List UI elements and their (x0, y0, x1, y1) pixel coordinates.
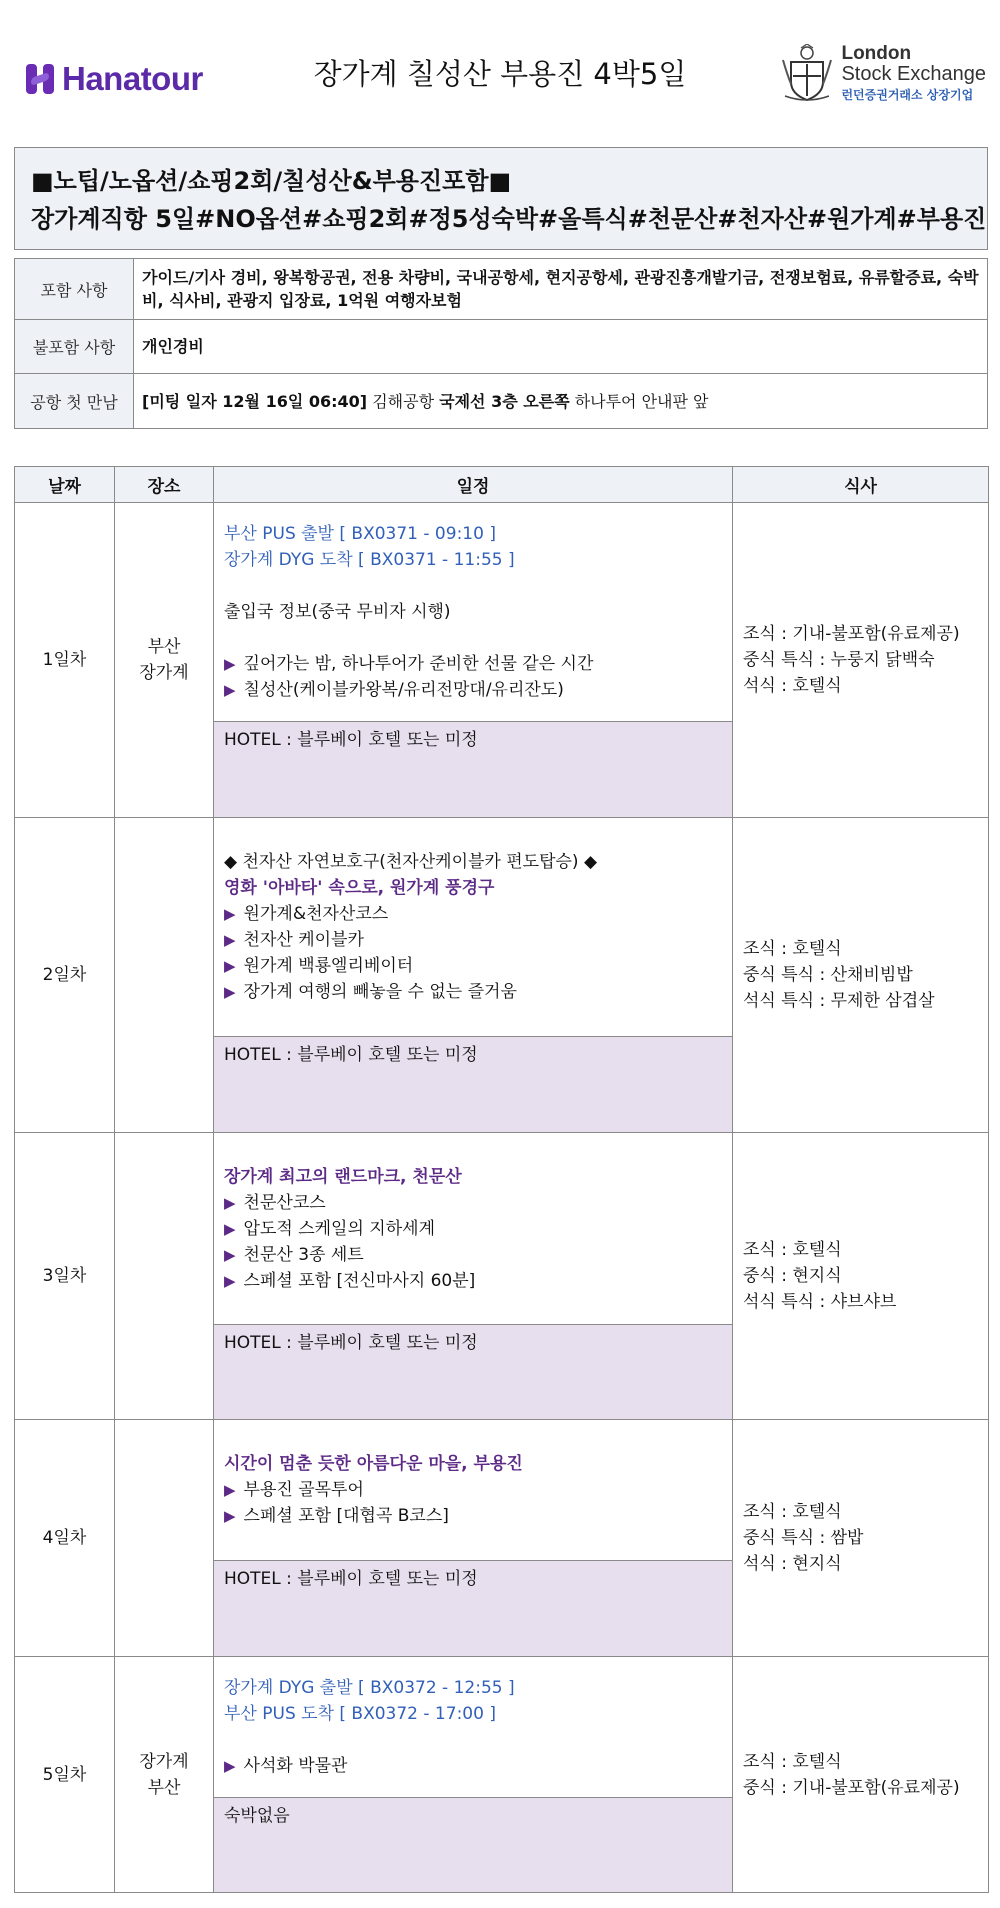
itinerary-item: ▶ 천문산코스 (224, 1192, 326, 1213)
day-itinerary (214, 1657, 733, 1893)
included-label: 포함 사항 (15, 259, 134, 320)
entry-info: 출입국 정보(중국 무비자 시행) (224, 602, 451, 622)
itinerary-heading-highlight: 장가계 최고의 랜드마크, 천문산 (224, 1166, 462, 1187)
hotel-info: HOTEL : 블루베이 호텔 또는 미정 (214, 722, 732, 817)
day-meals (733, 503, 989, 818)
day-label: 4일차 (15, 1420, 115, 1657)
meal-line: 석식 : 호텔식 (743, 676, 842, 696)
itinerary-item: ▶ 원가계 백룡엘리베이터 (224, 956, 414, 976)
meeting-label: 공항 첫 만남 (15, 374, 134, 429)
day-place (115, 503, 214, 818)
excluded-label: 불포함 사항 (15, 320, 134, 374)
day-place (115, 1133, 214, 1420)
schedule-table (14, 466, 989, 1893)
meal-line: 중식 특식 : 산채비빔밥 (743, 965, 913, 985)
triangle-bullet-icon: ▶ (224, 1245, 236, 1264)
itinerary-item: ▶ 부용진 골목투어 (224, 1480, 364, 1500)
itinerary-item: ▶ 압도적 스케일의 지하세계 (224, 1218, 435, 1239)
header-place: 장소 (115, 467, 214, 503)
itinerary-heading-highlight: 영화 '아바타' 속으로, 원가계 풍경구 (224, 878, 495, 898)
included-value: 가이드/기사 경비, 왕복항공권, 전용 차량비, 국내공항세, 현지공항세, 관광진흥개발기금, 전쟁보험료, 유류할증료, 숙박비, 식사비, 관광지 입장료, 1억원 여행자보험 (134, 259, 988, 320)
triangle-bullet-icon: ▶ (224, 931, 236, 949)
page-title: 장가계 칠성산 부용진 4박5일 (313, 57, 687, 91)
hotel-info: HOTEL : 블루베이 호텔 또는 미정 (214, 1037, 732, 1132)
triangle-bullet-icon: ▶ (224, 1193, 236, 1212)
lse-name-line2: Stock Exchange (841, 62, 986, 85)
lse-crest-icon (781, 44, 833, 102)
day-label: 5일차 (15, 1657, 115, 1893)
table-row (15, 818, 989, 1133)
table-row (15, 1133, 989, 1420)
place-line: 장가계 (139, 1751, 189, 1772)
excluded-value: 개인경비 (134, 320, 988, 374)
meal-line: 중식 : 기내-불포함(유료제공) (743, 1777, 960, 1798)
page-header (0, 0, 1000, 140)
hotel-info: HOTEL : 블루베이 호텔 또는 미정 (214, 1325, 732, 1419)
itinerary-item: ▶ 사석화 박물관 (224, 1756, 348, 1776)
header-itinerary: 일정 (214, 467, 733, 503)
flight-line: 부산 PUS 출발 [ BX0371 - 09:10 ] (224, 524, 496, 544)
hanatour-logo-text: Hanatour (62, 60, 203, 97)
meal-line: 조식 : 호텔식 (743, 1751, 842, 1772)
triangle-bullet-icon: ▶ (224, 1481, 236, 1499)
itinerary-item: ▶ 칠성산(케이블카왕복/유리전망대/유리잔도) (224, 680, 564, 700)
triangle-bullet-icon: ▶ (224, 905, 236, 923)
itinerary-heading: ◆ 천자산 자연보호구(천자산케이블카 편도탑승) ◆ (224, 852, 598, 872)
itinerary-item: ▶ 원가계&천자산코스 (224, 904, 389, 924)
day-label: 2일차 (15, 818, 115, 1133)
itinerary-item: ▶ 깊어가는 밤, 하나투어가 준비한 선물 같은 시간 (224, 654, 594, 674)
hotel-info: HOTEL : 블루베이 호텔 또는 미정 (214, 1561, 732, 1656)
flight-line: 장가계 DYG 출발 [ BX0372 - 12:55 ] (224, 1678, 515, 1698)
itinerary-item: ▶ 장가계 여행의 빼놓을 수 없는 즐거움 (224, 982, 517, 1002)
day-itinerary (214, 503, 733, 818)
day-itinerary (214, 1133, 733, 1420)
triangle-bullet-icon: ▶ (224, 1757, 236, 1775)
day-meals (733, 1420, 989, 1657)
product-title-box (14, 147, 988, 250)
meal-line: 조식 : 기내-불포함(유료제공) (743, 624, 960, 644)
flight-line: 장가계 DYG 도착 [ BX0371 - 11:55 ] (224, 550, 515, 570)
meal-line: 석식 : 현지식 (743, 1554, 842, 1574)
itinerary-item: ▶ 스페셜 포함 [대협곡 B코스] (224, 1506, 449, 1526)
lse-name-line1: London (841, 43, 912, 64)
day-label: 1일차 (15, 503, 115, 818)
meeting-time: [미팅 일자 12월 16일 06:40] (142, 391, 368, 411)
table-row (15, 1420, 989, 1657)
meeting-suffix: 하나투어 안내판 앞 (574, 391, 709, 411)
table-row (15, 503, 989, 818)
itinerary-item: ▶ 천문산 3종 세트 (224, 1244, 364, 1265)
itinerary-item: ▶ 스페셜 포함 [전신마사지 60분] (224, 1270, 476, 1291)
triangle-bullet-icon: ▶ (224, 1507, 236, 1525)
triangle-bullet-icon: ▶ (224, 655, 236, 673)
meal-line: 조식 : 호텔식 (743, 1502, 842, 1522)
meal-line: 석식 특식 : 무제한 삼겹살 (743, 991, 935, 1011)
hotel-info: 숙박없음 (214, 1798, 732, 1892)
triangle-bullet-icon: ▶ (224, 681, 236, 699)
itinerary-item: ▶ 천자산 케이블카 (224, 930, 364, 950)
header-meals: 식사 (733, 467, 989, 503)
meal-line: 석식 특식 : 샤브샤브 (743, 1292, 897, 1312)
day-itinerary (214, 818, 733, 1133)
day-itinerary (214, 1420, 733, 1657)
triangle-bullet-icon: ▶ (224, 983, 236, 1001)
place-line: 부산 (147, 637, 181, 657)
meal-line: 중식 : 현지식 (743, 1266, 842, 1286)
table-row (15, 1657, 989, 1893)
meal-line: 중식 특식 : 쌈밥 (743, 1528, 864, 1548)
flight-line: 부산 PUS 도착 [ BX0372 - 17:00 ] (224, 1704, 496, 1724)
place-line: 부산 (147, 1777, 181, 1798)
triangle-bullet-icon: ▶ (224, 1219, 236, 1238)
info-table (14, 258, 988, 429)
meeting-airport: 김해공항 (372, 391, 435, 411)
day-meals (733, 1133, 989, 1420)
triangle-bullet-icon: ▶ (224, 957, 236, 975)
lse-listed-caption: 런던증권거래소 상장기업 (841, 87, 974, 102)
day-meals (733, 818, 989, 1133)
day-place (115, 1657, 214, 1893)
meal-line: 조식 : 호텔식 (743, 939, 842, 959)
header-date: 날짜 (15, 467, 115, 503)
meal-line: 중식 특식 : 누룽지 닭백숙 (743, 650, 935, 670)
triangle-bullet-icon: ▶ (224, 1271, 236, 1290)
day-place (115, 818, 214, 1133)
lse-logo (781, 44, 986, 102)
product-title-line1: ■노팁/노옵션/쇼핑2회/칠성산&부용진포함■ (31, 167, 512, 195)
day-meals (733, 1657, 989, 1893)
place-line: 장가계 (139, 663, 189, 683)
itinerary-heading-highlight: 시간이 멈춘 듯한 아름다운 마을, 부용진 (224, 1454, 523, 1474)
meal-line: 조식 : 호텔식 (743, 1240, 842, 1260)
day-place (115, 1420, 214, 1657)
product-title-line2: 장가계직항 5일#NO옵션#쇼핑2회#정5성숙박#올특식#천문산#천자산#원가계#부용진 (31, 205, 987, 233)
meeting-value (134, 374, 988, 429)
meeting-location: 국제선 3층 오른쪽 (439, 391, 570, 411)
day-label: 3일차 (15, 1133, 115, 1420)
